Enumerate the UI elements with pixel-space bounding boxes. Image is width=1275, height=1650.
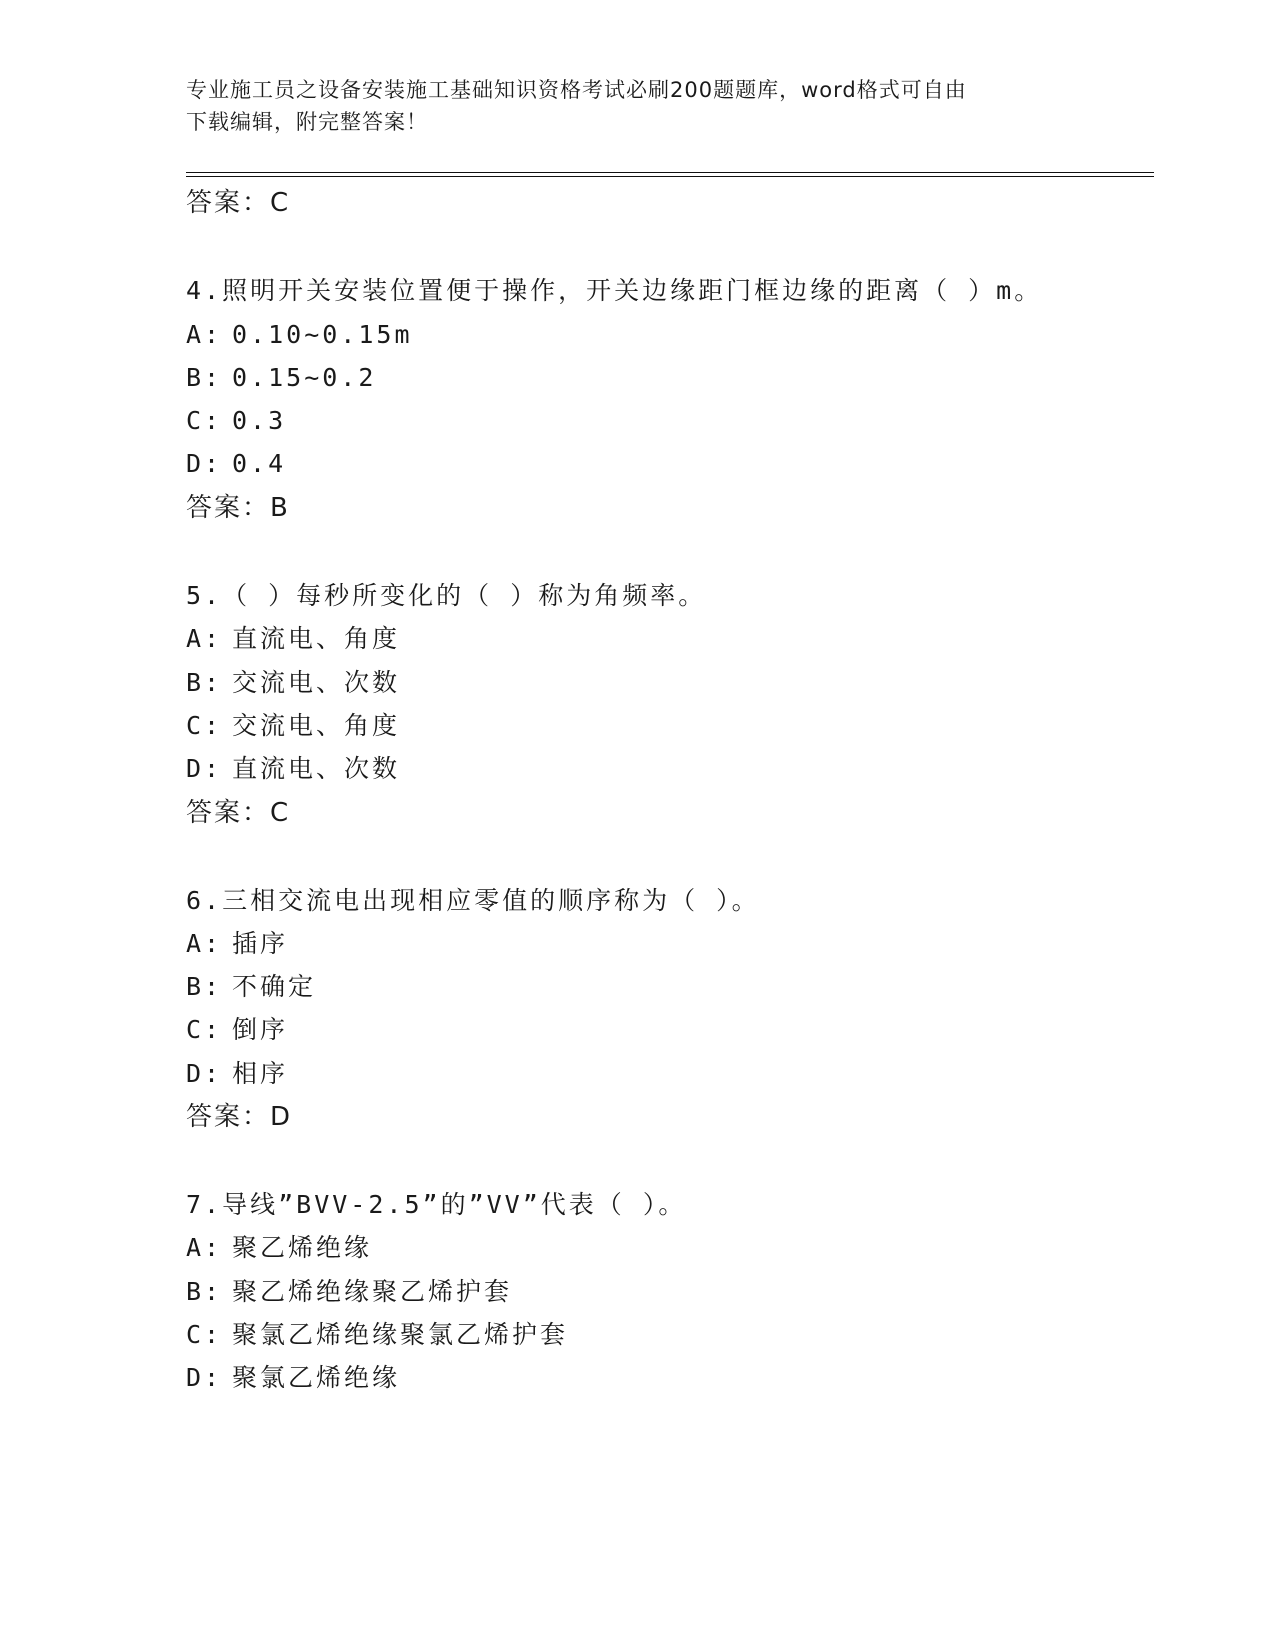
- option-letter: C:: [186, 1015, 223, 1044]
- question-4-option-c: [186, 405, 286, 437]
- option-text: 聚乙烯绝缘: [232, 1233, 373, 1262]
- question-5-option-d: [186, 753, 400, 785]
- header-line-2: 下载编辑，附完整答案！: [186, 110, 428, 134]
- question-6-text: 6.三相交流电出现相应零值的顺序称为（ ）。: [186, 886, 760, 915]
- question-6-option-c: [186, 1014, 288, 1046]
- option-text: 直流电、次数: [232, 754, 401, 783]
- option-letter: D:: [186, 1363, 223, 1392]
- question-4-text: 4.照明开关安装位置便于操作，开关边缘距门框边缘的距离（ ）m。: [186, 276, 1043, 305]
- option-text: 0.15~0.2: [232, 363, 377, 392]
- option-letter: B:: [186, 972, 223, 1001]
- option-letter: D:: [186, 1059, 223, 1088]
- option-letter: B:: [186, 1277, 223, 1306]
- option-letter: C:: [186, 1320, 223, 1349]
- option-letter: D:: [186, 449, 223, 478]
- question-5-option-c: [186, 710, 400, 742]
- option-text: 0.4: [232, 449, 287, 478]
- answer-question-4: 答案：B: [186, 493, 290, 523]
- question-7-option-b: [186, 1276, 512, 1308]
- option-letter: B:: [186, 668, 223, 697]
- option-text: 相序: [232, 1059, 289, 1088]
- question-7-option-c: [186, 1319, 568, 1351]
- option-letter: A:: [186, 1233, 223, 1262]
- answer-question-6: 答案：D: [186, 1102, 293, 1132]
- question-7-option-d: [186, 1362, 400, 1394]
- option-text: 聚氯乙烯绝缘: [232, 1363, 401, 1392]
- option-text: 聚氯乙烯绝缘聚氯乙烯护套: [232, 1320, 569, 1349]
- header-rule-top: [186, 172, 1154, 173]
- option-letter: A:: [186, 929, 223, 958]
- option-letter: A:: [186, 624, 223, 653]
- question-5-option-a: [186, 623, 400, 655]
- option-letter: A:: [186, 320, 223, 349]
- question-6-option-a: [186, 928, 288, 960]
- option-letter: B:: [186, 363, 223, 392]
- document-header: [186, 74, 1066, 138]
- option-text: 交流电、次数: [232, 668, 401, 697]
- header-rule-bottom: [186, 176, 1154, 177]
- option-text: 交流电、角度: [232, 711, 401, 740]
- option-text: 0.3: [232, 406, 287, 435]
- option-text: 插序: [232, 929, 289, 958]
- option-text: 不确定: [232, 972, 317, 1001]
- question-6-option-d: [186, 1058, 288, 1090]
- question-7-option-a: [186, 1232, 372, 1264]
- header-line-1: 专业施工员之设备安装施工基础知识资格考试必刷200题题库，word格式可自由: [186, 78, 967, 102]
- option-letter: C:: [186, 406, 223, 435]
- answer-question-5: 答案：C: [186, 798, 291, 828]
- question-6-option-b: [186, 971, 316, 1003]
- option-letter: D:: [186, 754, 223, 783]
- option-letter: C:: [186, 711, 223, 740]
- question-4-option-b: [186, 362, 376, 394]
- option-text: 聚乙烯绝缘聚乙烯护套: [232, 1277, 513, 1306]
- question-4-option-a: [186, 319, 413, 351]
- question-7-text: 7.导线”BVV-2.5”的”VV”代表（ ）。: [186, 1190, 687, 1219]
- question-5-option-b: [186, 667, 400, 699]
- question-5-text: 5.（ ）每秒所变化的（ ）称为角频率。: [186, 581, 707, 610]
- question-4-option-d: [186, 448, 286, 480]
- option-text: 直流电、角度: [232, 624, 401, 653]
- option-text: 0.10~0.15m: [232, 320, 413, 349]
- answer-previous: 答案：C: [186, 188, 291, 218]
- option-text: 倒序: [232, 1015, 289, 1044]
